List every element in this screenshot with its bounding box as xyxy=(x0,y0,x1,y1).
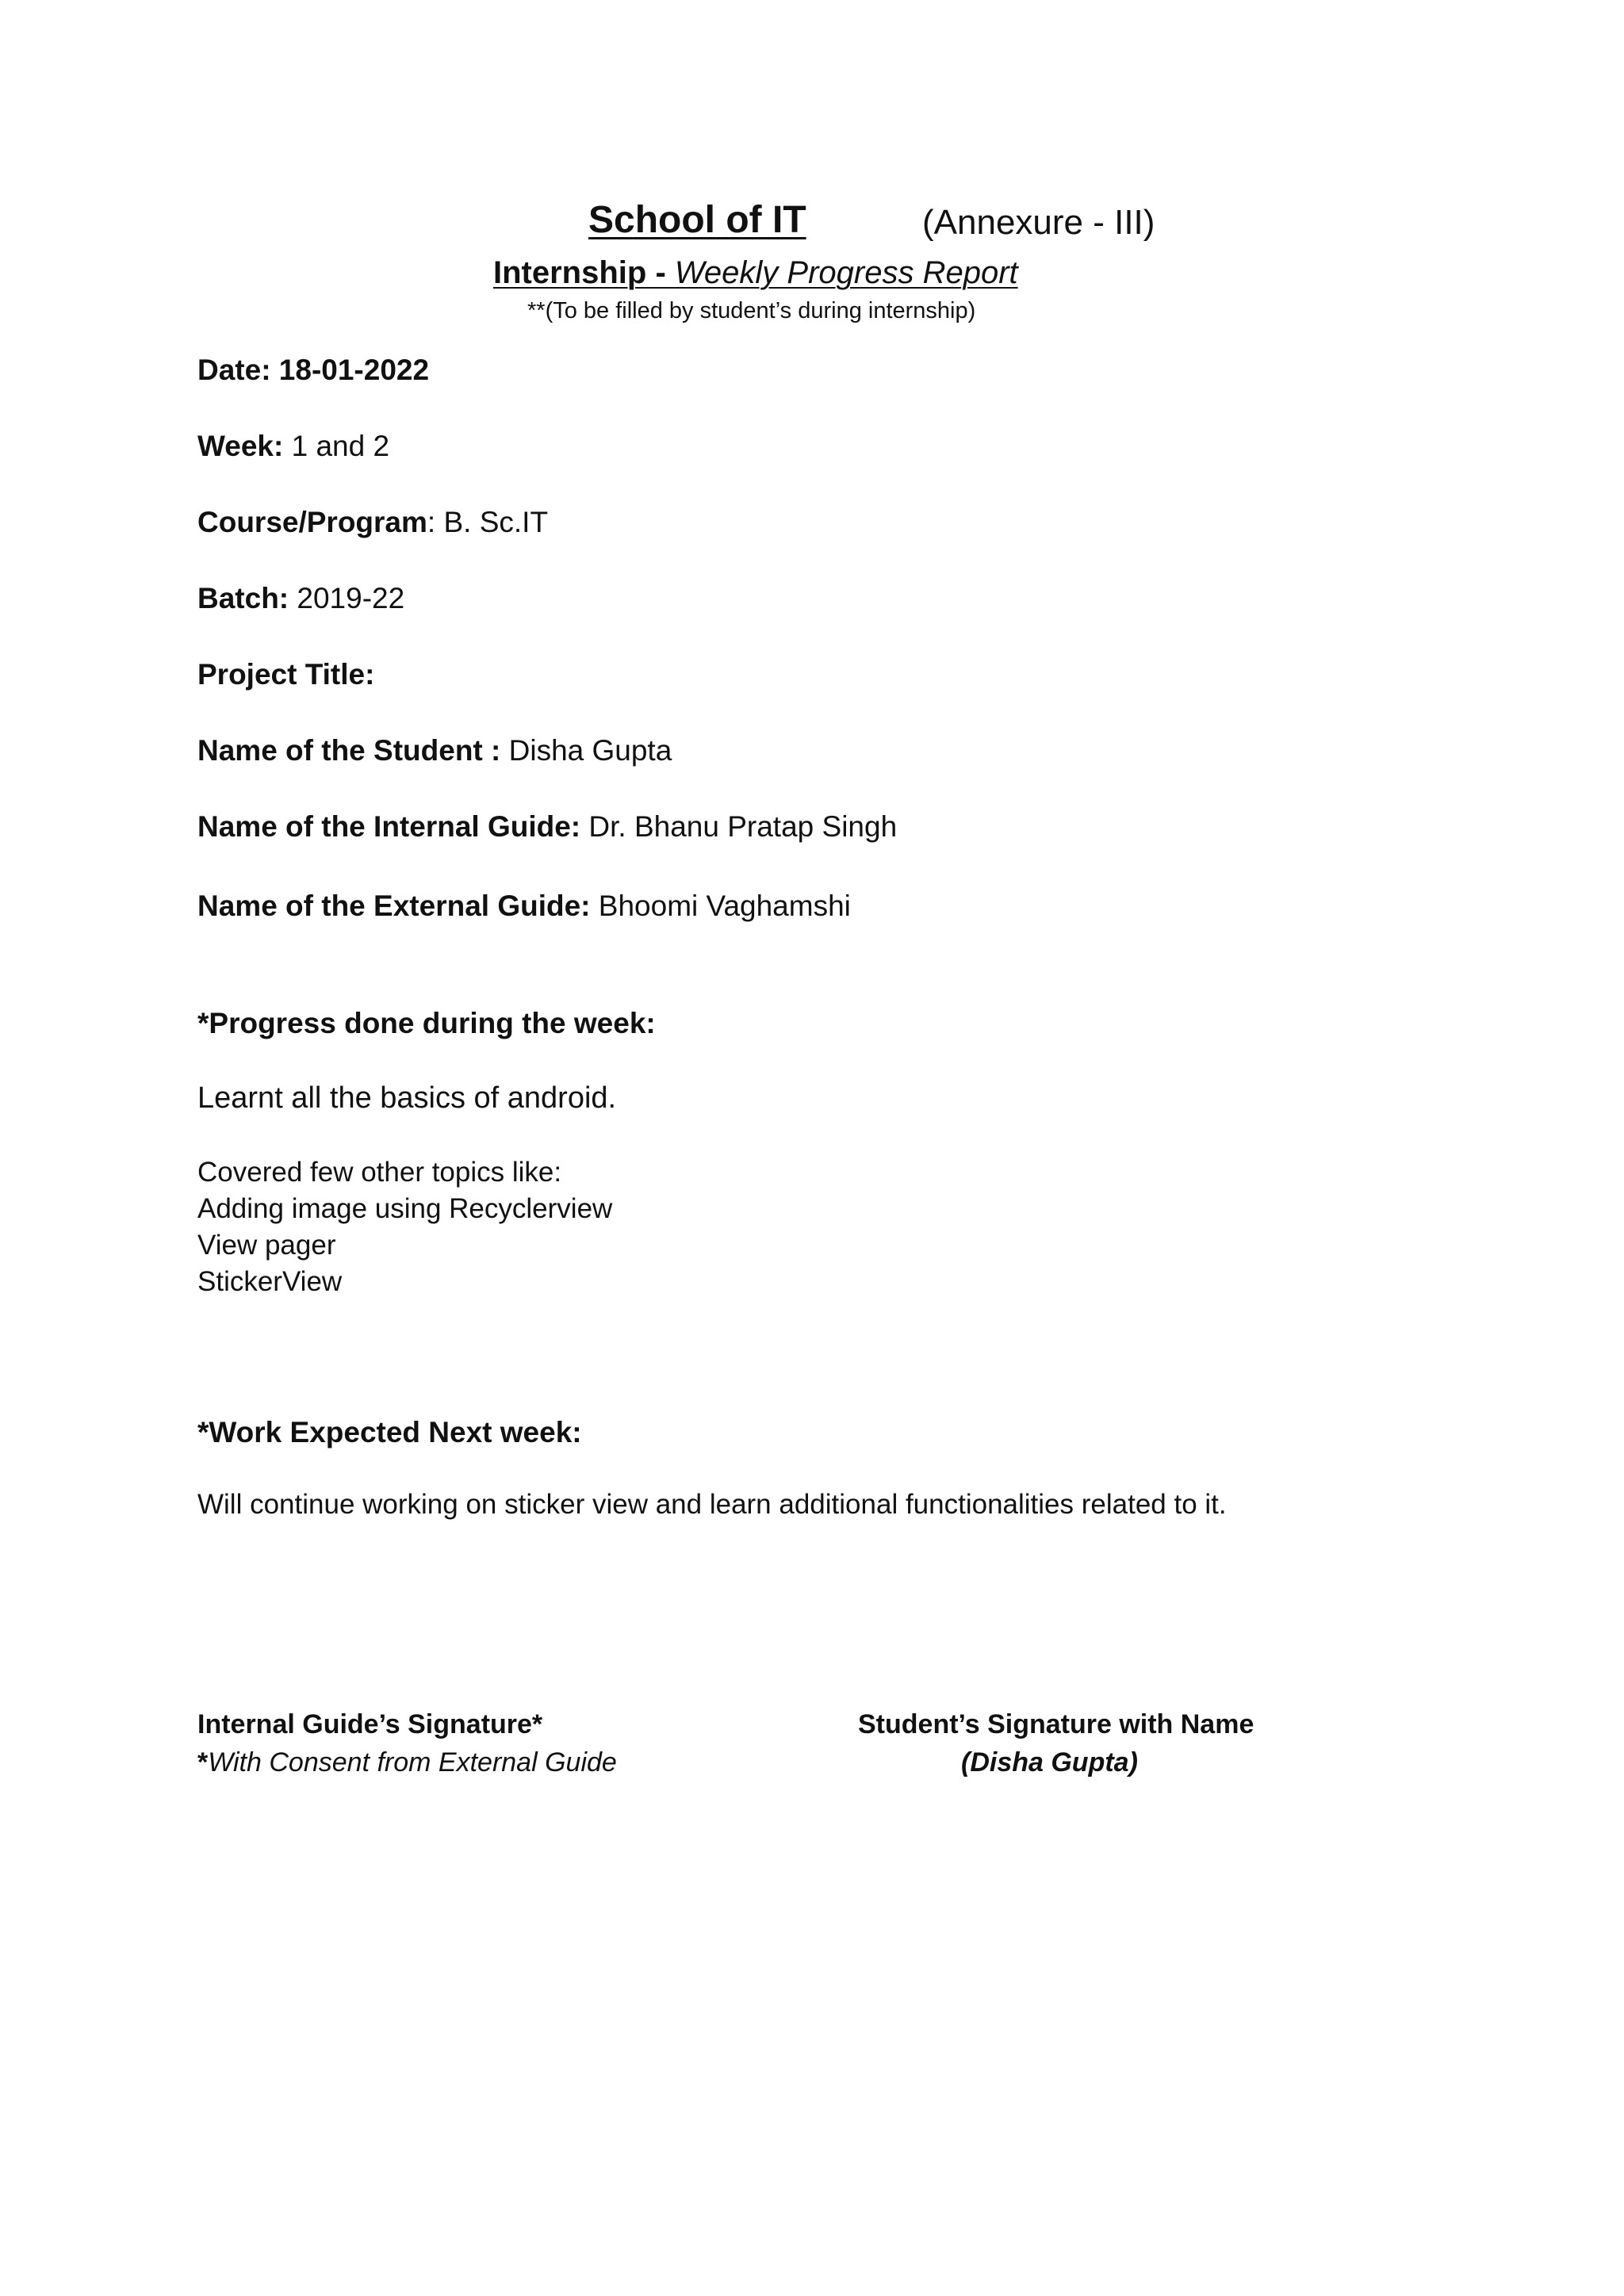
week-value: 1 and 2 xyxy=(283,430,390,462)
consent-text: With Consent from External Guide xyxy=(208,1747,617,1777)
project-title-label: Project Title: xyxy=(197,658,375,691)
course-value: : B. Sc.IT xyxy=(427,506,549,538)
batch-field xyxy=(197,582,404,615)
internal-guide-label: Name of the Internal Guide: xyxy=(197,810,581,843)
student-name-field xyxy=(197,734,672,767)
external-guide-label: Name of the External Guide: xyxy=(197,890,591,922)
list-item: View pager xyxy=(197,1230,336,1261)
week-field xyxy=(197,430,389,463)
external-guide-field xyxy=(197,890,851,923)
list-item: Covered few other topics like: xyxy=(197,1157,562,1188)
internal-guide-signature-label: Internal Guide’s Signature* xyxy=(197,1709,543,1739)
student-signature-label: Student’s Signature with Name xyxy=(858,1709,1254,1739)
student-name-value: Disha Gupta xyxy=(500,734,672,767)
course-label: Course/Program xyxy=(197,506,427,538)
batch-value: 2019-22 xyxy=(289,582,405,614)
student-name-label: Name of the Student : xyxy=(197,734,501,767)
work-expected-heading: *Work Expected Next week: xyxy=(197,1416,582,1448)
fill-note: **(To be filled by student’s during internship) xyxy=(527,298,976,323)
list-item: Adding image using Recyclerview xyxy=(197,1193,613,1224)
list-item: StickerView xyxy=(197,1266,343,1297)
external-consent-note xyxy=(197,1747,617,1778)
annexure-label: (Annexure - III) xyxy=(922,203,1155,242)
subtitle-report-type: Weekly Progress Report xyxy=(674,255,1018,290)
student-signature-name: (Disha Gupta) xyxy=(961,1747,1138,1777)
report-subtitle xyxy=(493,255,1018,291)
external-guide-value: Bhoomi Vaghamshi xyxy=(590,890,851,922)
week-label: Week: xyxy=(197,430,284,462)
internal-guide-value: Dr. Bhanu Pratap Singh xyxy=(580,810,898,843)
date-label: Date: 18-01-2022 xyxy=(197,354,430,386)
batch-label: Batch: xyxy=(197,582,289,614)
topics-list xyxy=(197,1154,612,1300)
school-title: School of IT xyxy=(588,199,806,241)
progress-summary: Learnt all the basics of android. xyxy=(197,1081,617,1115)
progress-heading: *Progress done during the week: xyxy=(197,1007,656,1039)
subtitle-internship: Internship - xyxy=(493,255,675,290)
date-field xyxy=(197,354,429,387)
project-title-field xyxy=(197,658,374,691)
internal-guide-field xyxy=(197,810,897,844)
work-expected-text: Will continue working on sticker view and learn additional functionalities related to it. xyxy=(197,1489,1227,1520)
consent-asterisk: * xyxy=(197,1747,209,1777)
course-field xyxy=(197,506,548,539)
